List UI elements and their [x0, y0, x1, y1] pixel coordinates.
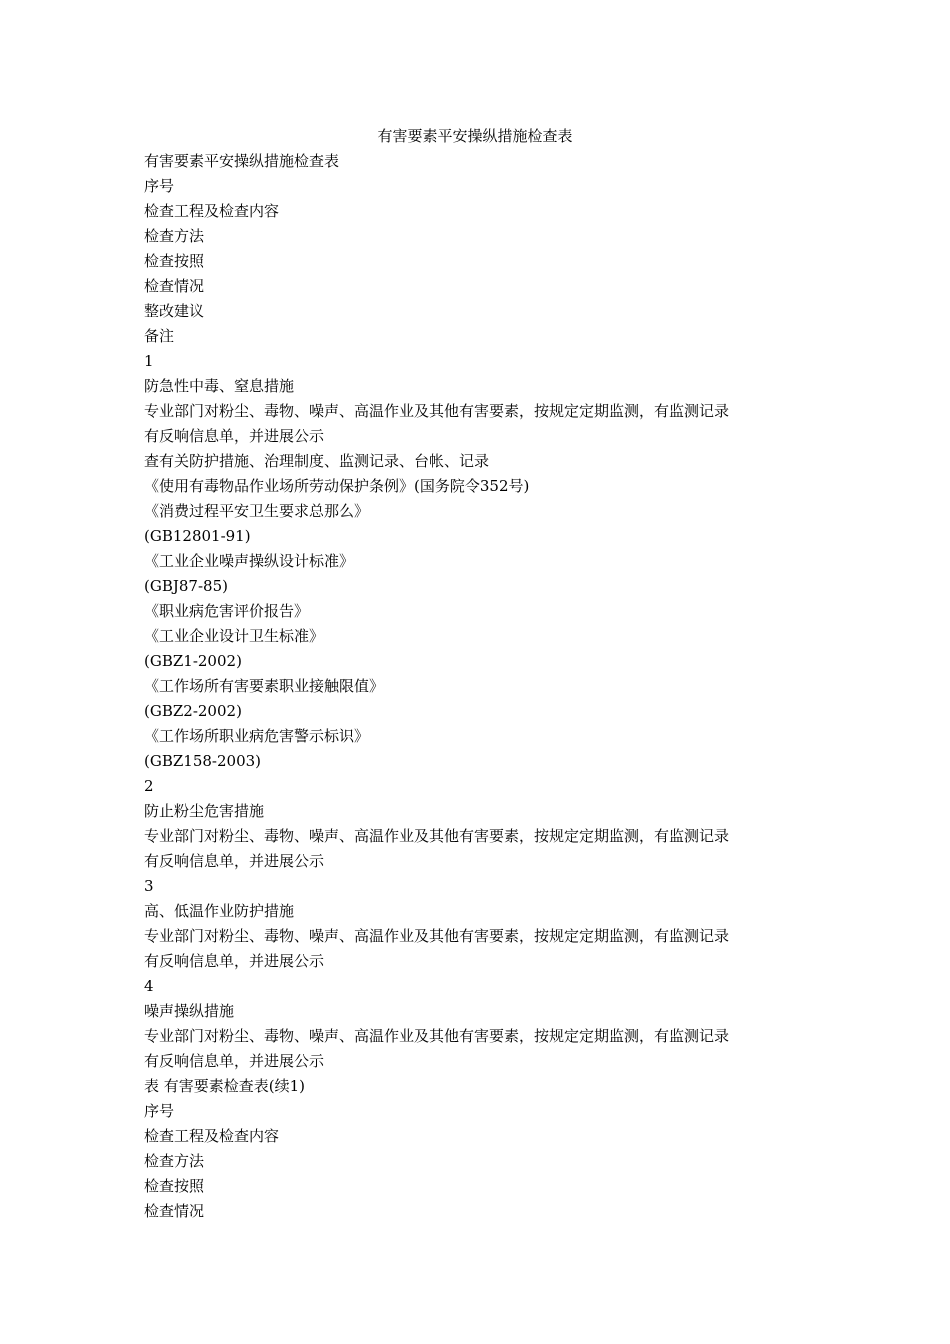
- text-line: 检查情况: [144, 277, 205, 295]
- text-line: 专业部门对粉尘、毒物、噪声、高温作业及其他有害要素，按规定定期监测，有监测记录: [144, 402, 730, 420]
- document-body: [144, 149, 814, 1224]
- text-line: 《工作场所有害要素职业接触限值》: [144, 677, 385, 695]
- text-line: 1: [144, 352, 154, 370]
- text-line: 防急性中毒、窒息措施: [144, 377, 295, 395]
- text-line: (GBJ87-85): [144, 577, 228, 595]
- document-title: 有害要素平安操纵措施检查表: [377, 127, 573, 145]
- text-line: 《使用有毒物品作业场所劳动保护条例》(国务院令352号): [144, 477, 530, 495]
- text-line: 检查按照: [144, 252, 205, 270]
- text-line: 《工业企业设计卫生标准》: [144, 627, 325, 645]
- text-line: 《工作场所职业病危害警示标识》: [144, 727, 370, 745]
- text-line: 2: [144, 777, 154, 795]
- text-line: (GBZ158-2003): [144, 752, 262, 770]
- text-line: (GBZ1-2002): [144, 652, 242, 670]
- text-line: 备注: [144, 327, 175, 345]
- text-line: 查有关防护措施、治理制度、监测记录、台帐、记录: [144, 452, 490, 470]
- text-line: 检查方法: [144, 227, 205, 245]
- text-line: 有反响信息单，并进展公示: [144, 952, 325, 970]
- text-line: 检查工程及检查内容: [144, 202, 280, 220]
- text-line: 有害要素平安操纵措施检查表: [144, 152, 340, 170]
- text-line: 检查方法: [144, 1152, 205, 1170]
- text-line: 检查按照: [144, 1177, 205, 1195]
- text-line: 表 有害要素检查表(续1): [144, 1077, 306, 1095]
- text-line: 高、低温作业防护措施: [144, 902, 295, 920]
- text-line: 噪声操纵措施: [144, 1002, 235, 1020]
- text-line: 专业部门对粉尘、毒物、噪声、高温作业及其他有害要素，按规定定期监测，有监测记录: [144, 1027, 730, 1045]
- text-line: 《消费过程平安卫生要求总那么》: [144, 502, 370, 520]
- text-line: 3: [144, 877, 154, 895]
- text-line: 《职业病危害评价报告》: [144, 602, 310, 620]
- text-line: 序号: [144, 177, 175, 195]
- text-line: (GB12801-91): [144, 527, 251, 545]
- text-line: 4: [144, 977, 154, 995]
- text-line: 有反响信息单，并进展公示: [144, 852, 325, 870]
- text-line: 序号: [144, 1102, 175, 1120]
- text-line: 专业部门对粉尘、毒物、噪声、高温作业及其他有害要素，按规定定期监测，有监测记录: [144, 927, 730, 945]
- text-line: (GBZ2-2002): [144, 702, 242, 720]
- text-line: 专业部门对粉尘、毒物、噪声、高温作业及其他有害要素，按规定定期监测，有监测记录: [144, 827, 730, 845]
- text-line: 有反响信息单，并进展公示: [144, 1052, 325, 1070]
- text-line: 防止粉尘危害措施: [144, 802, 265, 820]
- text-line: 整改建议: [144, 302, 205, 320]
- text-line: 《工业企业噪声操纵设计标准》: [144, 552, 355, 570]
- text-line: 有反响信息单，并进展公示: [144, 427, 325, 445]
- text-line: 检查情况: [144, 1202, 205, 1220]
- text-line: 检查工程及检查内容: [144, 1127, 280, 1145]
